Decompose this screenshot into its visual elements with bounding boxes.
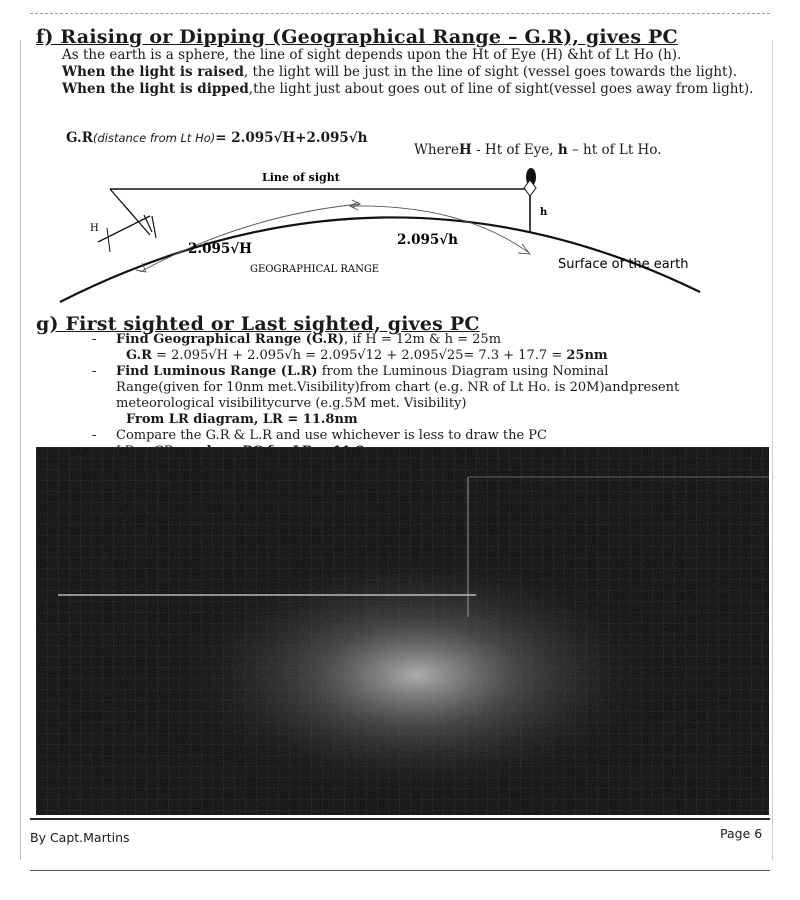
label-h: h [540,207,548,218]
find-lr-lead: Find Luminous Range (L.R) [116,364,318,379]
geographical-range-diagram [40,160,760,310]
section-f-body [62,47,762,98]
surface-label: Surface of the earth [558,257,689,272]
observer-sight-line [110,189,150,235]
gr-formula-eq: = 2.095√H+2.095√h [215,130,368,146]
footer-rule [30,818,770,820]
top-dashed-rule [30,13,770,14]
lr-result: From LR diagram, LR = 11.8nm [126,412,358,427]
dipped-text: ,the light just about goes out of line of sight(vessel goes away from light). [248,81,754,97]
raised-lead: When the light is raised [62,64,244,80]
find-gr-lead: Find Geographical Range (G.R) [116,332,345,347]
list-item [92,364,776,380]
observer-base [152,216,156,238]
section-f-para1: As the earth is a sphere, the line of sight depends upon the Ht of Eye (H) &ht of Lt Ho (h). [62,47,682,63]
photo-texture [36,447,769,815]
find-lr-text: from the Luminous Diagram using Nominal [317,364,609,379]
list-item [92,332,776,348]
list-dash: - [92,332,97,347]
gr-formula-note: (distance from Lt Ho) [92,131,216,145]
list-dash: - [92,364,97,379]
gr-formula-lead: G.R [66,130,93,146]
lr-line-3: meteorological visibilitycurve (e.g.5M met. Visibility) [116,396,467,411]
list-item [92,428,776,444]
where-mid: - Ht of Eye, [471,142,558,158]
gr-calc-lead: G.R [126,348,152,363]
where-end: – ht of Lt Ho. [567,142,662,158]
compare-text: Compare the G.R & L.R and use whichever is less to draw the PC [116,428,547,443]
page-number: Page 6 [720,826,763,841]
list-dash: - [92,428,97,443]
find-gr-text: , if H = 12m & h = 25m [344,332,502,347]
gr-calc-result: 25nm [566,348,608,363]
section-g-heading: g) First sighted or Last sighted, gives PC [36,313,480,335]
where-H: H [459,142,472,158]
where-h: h [557,142,568,158]
dipped-paragraph [62,81,762,98]
label-H: H [90,223,99,234]
luminous-diagram-photo [36,447,769,815]
range-left-arrow [140,204,360,272]
raised-paragraph [62,64,762,81]
raised-text: , the light will be just in the line of sight (vessel goes towards the light). [243,64,738,80]
range-right-label: 2.095√h [397,232,458,248]
gr-calc-text: = 2.095√H + 2.095√h = 2.095√12 + 2.095√25= 7.3 + 17.7 = [151,348,567,363]
left-margin-line [20,40,21,860]
dipped-lead: When the light is dipped [62,81,249,97]
footer-author: By Capt.Martins [30,830,130,845]
lr-line-2: Range(given for 10nm met.Visibility)from chart (e.g. NR of Lt Ho. is 20M)andpresent [116,380,680,395]
gr-calculation [126,348,786,364]
gr-formula [66,130,367,146]
geo-range-label: GEOGRAPHICAL RANGE [250,264,380,275]
height-h-arrow [107,228,110,252]
section-f-heading: f) Raising or Dipping (Geographical Range – G.R), gives PC [36,26,678,48]
observer-mast [98,216,150,242]
section-g-list [92,332,776,460]
where-legend [414,142,662,158]
bottom-rule [30,870,770,871]
line-of-sight-label: Line of sight [262,171,340,184]
range-left-label: 2.095√H [188,241,252,257]
where-prefix: Where [414,142,460,158]
